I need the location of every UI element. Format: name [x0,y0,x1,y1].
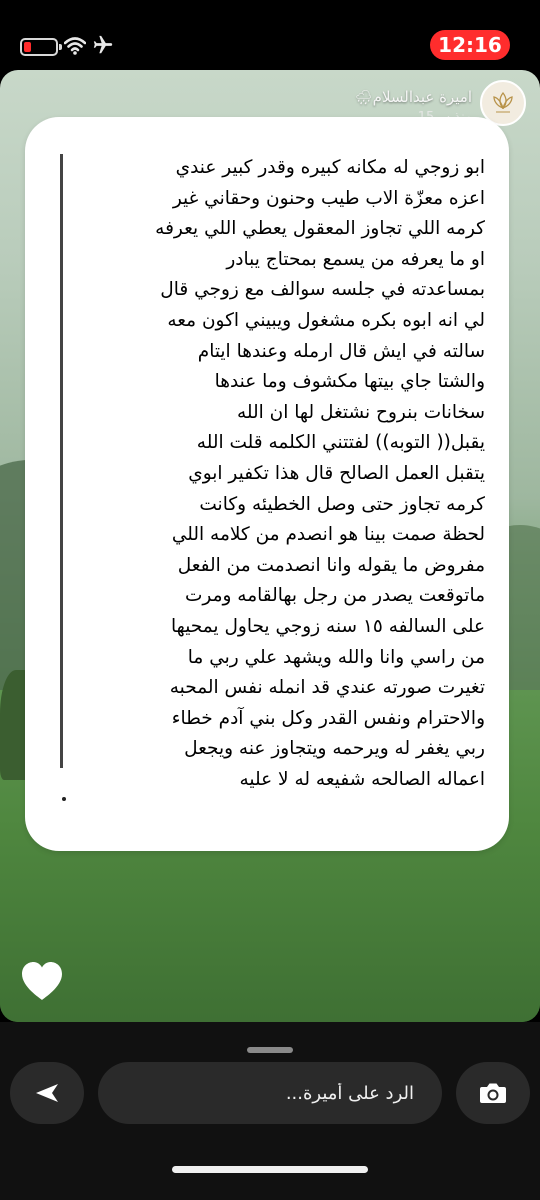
drag-handle[interactable] [247,1047,293,1053]
quote-card [25,117,509,851]
story-username[interactable] [353,88,472,106]
trailing-dot [62,797,66,801]
battery-icon [20,38,58,56]
rain-cloud-emoji: 🌧 [354,90,373,106]
airplane-icon [92,34,114,56]
camera-icon [479,1081,507,1105]
lotus-logo-icon [488,88,518,118]
quote-text: ابو زوجي له مكانه كبيره وقدر كبير عندي اعزه معزّة الاب طيب وحنون وحقاني غير كرمه اللي تجاوز المعقول يعطي اللي يعرفه او ما يعرفه من يسمع بمحتاج يبادر بمساعدته في جلسه سوالف مع زوجي قال لي انه ابوه بكره مشغول ويبيني اكون معه سالته في ايش قال ارمله وعندها ايتام والشتا جاي بيتها مكشوف وما عندها سخانات بنروح نشتغل لها ان الله يقبل(( التوبه)) لفتتني الكلمه قلت الله يتقبل العمل الصالح قال هذا تكفير ابوي كرمه تجاوز حتى وصل الخطيئه وكانت لحظة صمت بينا هو انصدم من كلامه اللي مفروض ما يقوله وانا انصدمت من الفعل ماتوقعت يصدر من رجل بهالقامه ومرت على السالفه ١٥ سنه زوجي يحاول يمحيها من راسي وانا والله ويشهد علي ربي ما تغيرت صورته عندي قد انمله نفس المحبه والاحترام ونفس القدر وكل بني آدم خطاء ربي يغفر له ويرحمه ويتجاوز عنه ويجعل اعماله الصالحه شفيعه له لا عليه [155,157,485,790]
story-username-text: اميرة عبدالسلام [372,88,472,106]
send-button[interactable] [10,1062,84,1124]
camera-button[interactable] [456,1062,530,1124]
status-bar [0,0,540,70]
story-view[interactable] [0,70,540,1022]
heart-icon[interactable] [19,960,65,1002]
home-indicator[interactable] [172,1166,368,1173]
send-arrow-icon [34,1082,60,1104]
wifi-icon [64,36,86,56]
battery-level [24,42,31,52]
quote-bar [60,154,63,768]
status-time: 12:16 [430,30,510,60]
reply-input[interactable] [98,1062,442,1124]
